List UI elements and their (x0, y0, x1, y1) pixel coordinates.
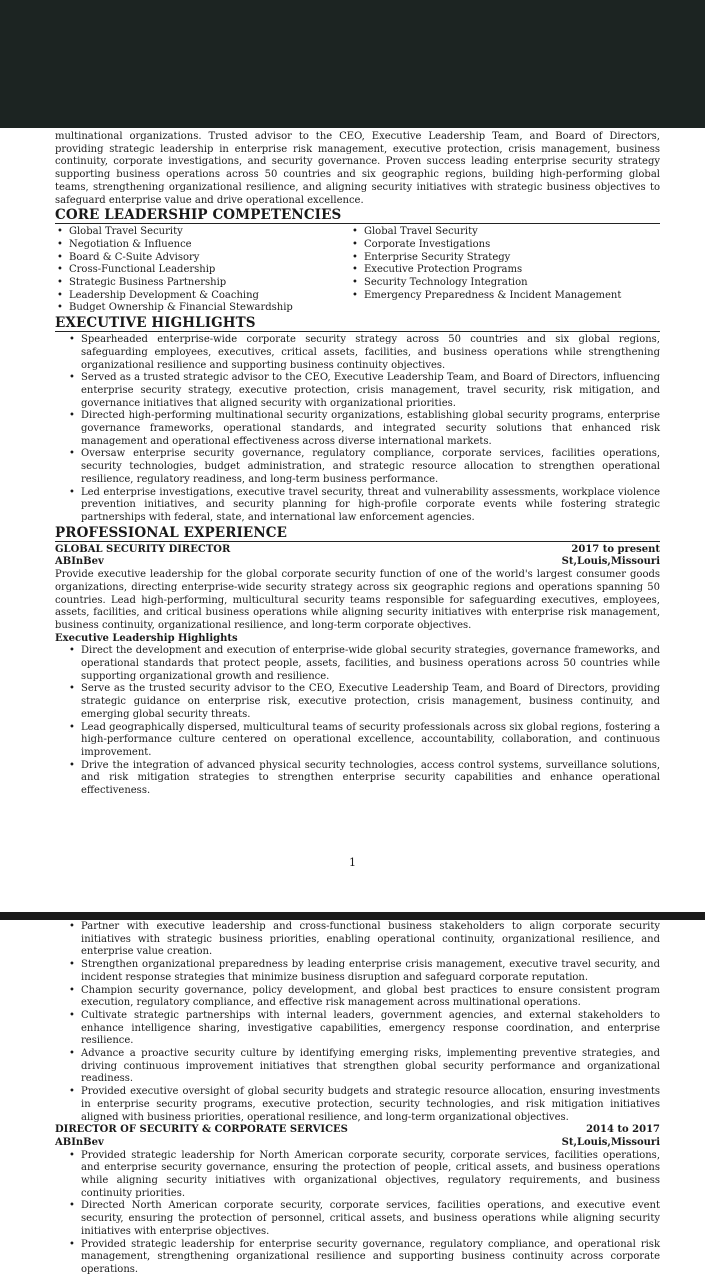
job1-company: ABInBev (55, 556, 104, 568)
competency-item: • Cross-Functional Leadership (55, 264, 350, 277)
competency-item: • Security Technology Integration (350, 277, 621, 290)
competency-item: • Enterprise Security Strategy (350, 252, 621, 265)
job1-title: GLOBAL SECURITY DIRECTOR (55, 543, 231, 555)
job2-bullets (55, 1150, 660, 1277)
highlight-item: • Oversaw enterprise security governance, regulatory compliance, corporate services, facilities operations, security technologies, budget administration, and strategic resource allocation to strengthen operational resilience, regulatory readiness, and long-term business performance. (67, 448, 660, 486)
competencies-list (55, 226, 660, 315)
competency-item: • Emergency Preparedness & Incident Management (350, 290, 621, 303)
competencies-heading: CORE LEADERSHIP COMPETENCIES (55, 208, 660, 224)
job1-dates: 2017 to present (571, 543, 660, 555)
executive-highlights-list (55, 334, 660, 525)
job2-company: ABInBev (55, 1136, 104, 1148)
job1-bullet: • Provided executive oversight of global security budgets and strategic resource allocation, ensuring investments in enterprise security programs, executive protection, security technologies, and risk mitigation initiatives aligned with business priorities, operational resilience, and long-term organizational objectives. (67, 1086, 660, 1124)
competencies-column-1 (55, 226, 350, 315)
job1-company-row (55, 556, 660, 569)
competency-item: • Leadership Development & Coaching (55, 290, 350, 303)
job2-bullet: • Directed North American corporate security, corporate services, facilities operations, and executive event security, ensuring the protection of personnel, critical assets, and business operations while aligning security initiatives with enterprise objectives. (67, 1200, 660, 1238)
job2-company-row (55, 1137, 660, 1150)
competency-item: • Negotiation & Influence (55, 239, 350, 252)
resume-page-1 (0, 128, 705, 912)
job1-bullets-page2 (55, 921, 660, 1124)
competencies-column-2 (350, 226, 621, 315)
job2-title-row (55, 1124, 660, 1137)
highlight-item: • Led enterprise investigations, executive travel security, threat and vulnerability assessments, workplace violence prevention initiatives, and security planning for high-profile corporate events while fostering strategic partnerships with federal, state, and international law enforcement agencies. (67, 487, 660, 525)
job1-bullet: • Advance a proactive security culture by identifying emerging risks, implementing preventive strategies, and driving continuous improvement initiatives that strengthen global security performance and organizational readiness. (67, 1048, 660, 1086)
job2-bullet: • Provided strategic leadership for North American corporate security, corporate services, facilities operations, and enterprise security governance, ensuring the protection of people, critical assets, and business operations while aligning security initiatives with organizational objectives, regulatory requirements, and business continuity priorities. (67, 1150, 660, 1201)
competency-item: • Corporate Investigations (350, 239, 621, 252)
job2-location: St,Louis,Missouri (561, 1136, 660, 1148)
job2-dates: 2014 to 2017 (586, 1124, 660, 1136)
job2-bullet: • Provided strategic leadership for enterprise security governance, regulatory compliance, and operational risk management, strengthening organizational resilience and supporting business continuity across corporate operations. (67, 1239, 660, 1277)
job1-bullet: • Champion security governance, policy development, and global best practices to ensure consistent program execution, regulatory compliance, and effective risk management across multinational operations. (67, 985, 660, 1010)
job1-bullet: • Cultivate strategic partnerships with internal leaders, government agencies, and external stakeholders to enhance intelligence sharing, investigative capabilities, emergency response coordination, and enterprise resilience. (67, 1010, 660, 1048)
experience-heading: PROFESSIONAL EXPERIENCE (55, 526, 660, 542)
job1-location: St,Louis,Missouri (561, 556, 660, 568)
competency-item: • Budget Ownership & Financial Stewardship (55, 302, 350, 315)
job1-bullet: • Direct the development and execution of enterprise-wide global security strategies, governance frameworks, and operational standards that protect people, assets, facilities, and business operations across 50 countries while supporting organizational growth and resilience. (67, 645, 660, 683)
job2-title: DIRECTOR OF SECURITY & CORPORATE SERVICES (55, 1124, 348, 1136)
job1-bullet: • Partner with executive leadership and cross-functional business stakeholders to align corporate security initiatives with strategic business priorities, enabling operational continuity, organizational resilience, and enterprise value creation. (67, 921, 660, 959)
page-separator (0, 912, 705, 920)
job1-title-row (55, 544, 660, 557)
highlights-heading: EXECUTIVE HIGHLIGHTS (55, 316, 660, 332)
highlight-item: • Served as a trusted strategic advisor to the CEO, Executive Leadership Team, and Board of Directors, influencing enterprise security strategy, executive protection, crisis management, travel security, risk mitigation, and governance initiatives that aligned security with organizational priorities. (67, 372, 660, 410)
job1-bullet: • Strengthen organizational preparedness by leading enterprise crisis management, executive travel security, and incident response strategies that minimize business disruption and safeguard corporate reputation. (67, 959, 660, 984)
highlight-item: • Directed high-performing multinational security organizations, establishing global security programs, enterprise governance frameworks, operational standards, and integrated security solutions that enhanced risk management and operational effectiveness across diverse international markets. (67, 410, 660, 448)
competency-item: • Global Travel Security (55, 226, 350, 239)
job1-bullets-page1 (55, 645, 660, 797)
job1-bullet: • Lead geographically dispersed, multicultural teams of security professionals across six global regions, fostering a high-performance culture centered on operational excellence, accountability, collaboration, and continuous improvement. (67, 722, 660, 760)
resume-page-2 (0, 920, 705, 1280)
job1-description: Provide executive leadership for the global corporate security function of one of the world's largest consumer goods organizations, directing enterprise-wide security strategy across six geographic regions and operations spanning 50 countries. Lead high-performing, multicultural security teams responsible for safeguarding executives, employees, assets, facilities, and critical business operations while aligning security initiatives with enterprise risk management, business continuity, organizational resilience, and long-term corporate objectives. (55, 569, 660, 631)
professional-summary: multinational organizations. Trusted advisor to the CEO, Executive Leadership Team, and Board of Directors, providing strategic leadership in enterprise risk management, executive protection, crisis management, business continuity, corporate investigations, and security governance. Proven success leading enterprise security strategy supporting business operations across 50 countries and six geographic regions, building high-performing global teams, strengthening organizational resilience, and aligning security initiatives with strategic business objectives to safeguard enterprise value and drive operational excellence. (55, 131, 660, 206)
job1-bullet: • Serve as the trusted security advisor to the CEO, Executive Leadership Team, and Board of Directors, providing strategic guidance on enterprise risk, executive protection, crisis management, business continuity, and emerging global security threats. (67, 683, 660, 721)
job1-bullet: • Drive the integration of advanced physical security technologies, access control systems, surveillance solutions, and risk mitigation strategies to strengthen enterprise security capabilities and enhance operational effectiveness. (67, 760, 660, 798)
competency-item: • Strategic Business Partnership (55, 277, 350, 290)
competency-item: • Executive Protection Programs (350, 264, 621, 277)
highlight-item: • Spearheaded enterprise-wide corporate security strategy across 50 countries and six global regions, safeguarding employees, executives, critical assets, facilities, and business operations while strengthening organizational resilience and supporting business continuity objectives. (67, 334, 660, 372)
competency-item: • Board & C-Suite Advisory (55, 252, 350, 265)
page-1-content (55, 131, 660, 798)
page-2-content (55, 921, 660, 1277)
competency-item: • Global Travel Security (350, 226, 621, 239)
viewer-top-bar (0, 0, 705, 128)
job1-subheading: Executive Leadership Highlights (55, 632, 238, 644)
page-number: 1 (349, 856, 356, 869)
